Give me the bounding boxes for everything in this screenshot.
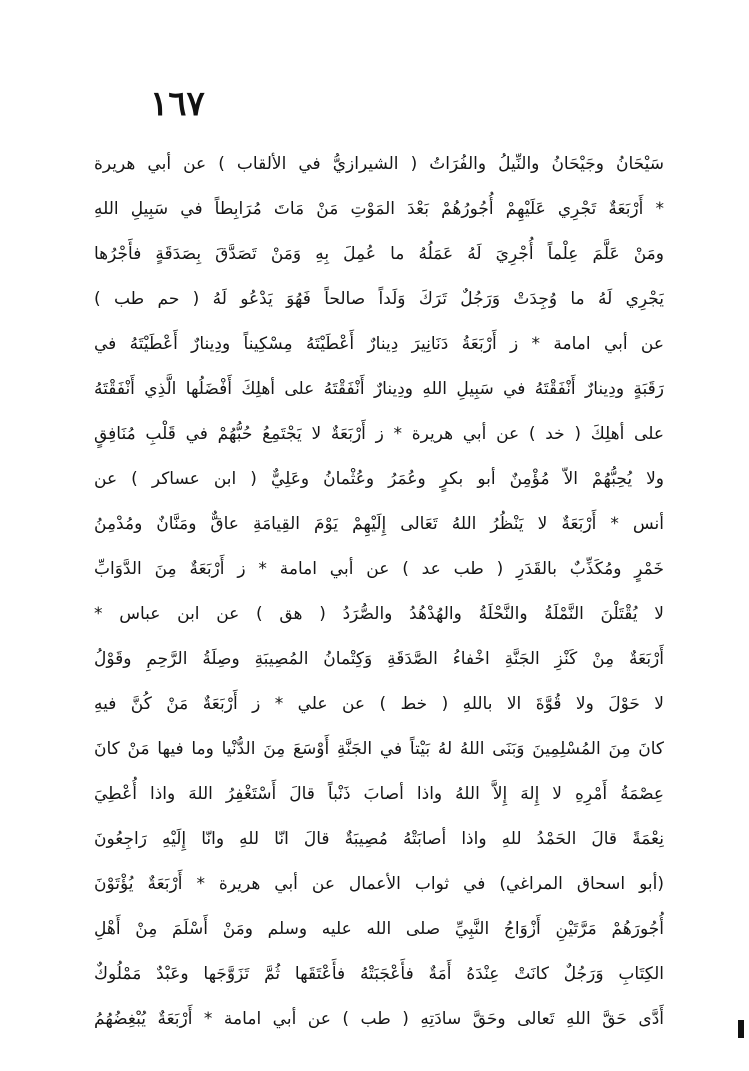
text-line: على أهلِكَ ( خد ) عن أبي هريرة * ز أَرْبَعَةٌ لا يَجْتَمِعُ حُبُّهُمْ في قَلْبِ مُنَافِقٍ [94, 424, 664, 444]
text-line: سَيْحَانُ وجَيْحَانُ والنِّيلُ والفُرَاتُ ( الشيرازيُّ في الألقاب ) عن أبي هريرة [94, 154, 664, 174]
text-line: * أَرْبَعَةٌ تَجْرِي عَلَيْهِمْ أُجُورُهُمْ بَعْدَ المَوْتِ مَنْ مَاتَ مُرَابِطاً في سَبِيلِ اللهِ [94, 199, 664, 219]
text-line: لا يُقْتَلْنَ النَّمْلَةُ والنَّحْلَةُ والهُدْهُدُ والصُّرَدُ ( هق ) عن ابن عباس * [94, 604, 664, 624]
text-line: ومَنْ عَلَّمَ عِلْماً أُجْرِيَ لَهُ عَمَلُهُ ما عُمِلَ بِهِ وَمَنْ تَصَدَّقَ بِصَدَقَةٍ فأَجْرُها [94, 244, 664, 264]
text-line: ولا يُحِبُّهُمْ الاّ مُؤْمِنٌ أبو بكرٍ وعُمَرُ وعُثْمانُ وعَلِيٌّ ( ابن عساكر ) عن [94, 469, 664, 489]
text-line: خَمْرٍ ومُكَذِّبٌ بالقَدَرِ ( طب عد ) عن أبي امامة * ز أَرْبَعَةٌ مِنَ الدَّوَابِّ [94, 559, 664, 579]
text-line: لا حَوْلَ ولا قُوَّةَ الا باللهِ ( خط ) عن علي * ز أَرْبَعَةٌ مَنْ كُنَّ فيهِ [94, 694, 664, 714]
text-line: الكِتَابِ وَرَجُلٌ كانَتْ عِنْدَهُ أَمَةٌ فأَعْجَبَتْهُ فأَعْتَقَها ثُمَّ تَزَوَّجَها وعَبْدٌ مَمْلُوكٌ [94, 964, 664, 984]
text-line: أُجُورَهُمْ مَرَّتَيْنِ أَزْوَاجُ النَّبِيِّ صلى الله عليه وسلم ومَنْ أَسْلَمَ مِنْ أَهْلِ [94, 919, 664, 939]
text-line: عِصْمَةُ أَمْرِهِ لا إِلهَ إِلاَّ اللهُ واذا أصابَ ذَنْباً قالَ أَسْتَغْفِرُ اللهَ واذا أُعْطِيَ [94, 784, 664, 804]
text-line: كانَ مِنَ المُسْلِمِينَ وَبَنَى اللهُ لهُ بَيْتاً في الجَنَّةِ أَوْسَعَ مِنَ الدُّنْيا وما فيها مَنْ كانَ [94, 739, 664, 759]
text-line: عن أبي امامة * ز أَرْبَعَةُ دَنَانِيرَ دِينارٌ أَعْطَيْتَهُ مِسْكِيناً ودِينارٌ أَعْطَيْتَهُ في [94, 334, 664, 354]
text-line: رَقَبَةٍ ودِينارٌ أَنْفَقْتَهُ في سَبِيلِ اللهِ ودِينارٌ أَنْفَقْتَهُ على أهلِكَ أَفْضَلُها الَّذِي أَنْفَقْتَهُ [94, 379, 664, 399]
hadith-text-body [94, 142, 664, 1042]
text-line: نِعْمَةً قالَ الحَمْدُ للهِ واذا أصابَتْهُ مُصِيبَةٌ قالَ انّا للهِ وانّا إِلَيْهِ رَاجِعُونَ [94, 829, 664, 849]
text-line: أنس * أَرْبَعَةٌ لا يَنْظُرُ اللهُ تَعَالى إِلَيْهِمْ يَوْمَ القِيامَةِ عاقٌّ ومَنَّانٌ ومُدْمِنُ [94, 514, 664, 534]
text-line: أَدَّى حَقَّ اللهِ تَعالى وحَقَّ سادَتِهِ ( طب ) عن أبي امامة * أَرْبَعَةٌ يُبْغِضُهُمُ [94, 1009, 664, 1029]
text-line: (أبو اسحاق المراغي) في ثواب الأعمال عن أبي هريرة * أَرْبَعَةٌ يُؤْتَوْنَ [94, 874, 664, 894]
text-line: أَرْبَعَةٌ مِنْ كَنْزِ الجَنَّةِ اخْفاءُ الصَّدَقَةِ وَكِتْمانُ المُصِيبَةِ وصِلَةُ الرَّحِمِ وقَوْلُ [94, 649, 664, 669]
scan-edge-mark [738, 1020, 744, 1038]
text-line: يَجْرِي لَهُ ما وُجِدَتْ وَرَجُلٌ تَرَكَ وَلَداً صالحاً فَهُوَ يَدْعُو لَهُ ( حم طب ) [94, 289, 664, 309]
page-number: ١٦٧ [150, 84, 205, 124]
